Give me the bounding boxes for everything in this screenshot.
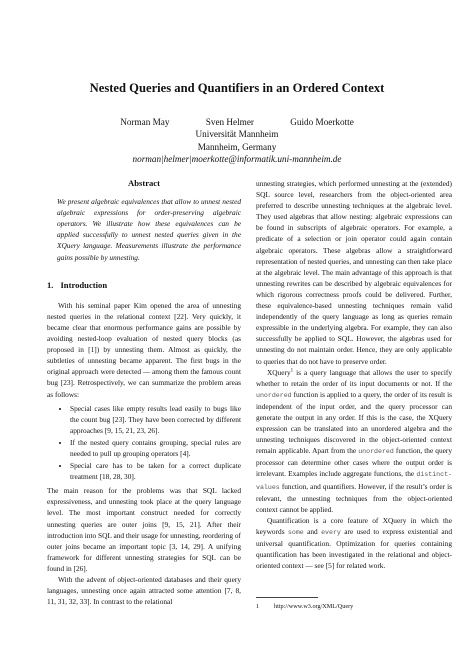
left-column — [47, 178, 241, 607]
footnote-number: 1 — [256, 603, 260, 610]
author-location: Mannheim, Germany — [197, 141, 277, 152]
abstract-heading: Abstract — [128, 178, 160, 188]
footnote-marker: 1 — [290, 368, 294, 374]
list-item: • If the nested query contains grouping, special rules are needed to pull up grouping operators [4]. — [70, 437, 241, 459]
author-name: Sven Helmer — [205, 117, 254, 127]
paper-title: Nested Queries and Quantifiers in an Ordered Context — [89, 81, 385, 95]
body-paragraph-2 — [256, 367, 452, 515]
right-column — [256, 178, 452, 571]
text-run: is a query language that allows the user to specify whether to retain the order of its input documents or not. If the — [256, 367, 452, 388]
code-unordered: unordered — [256, 391, 292, 399]
text-run: are used to express existential and universal quantification. Optimization for queries containing quantification has been investigated in the relational and object-oriented context — see [5] for related work. — [256, 526, 452, 571]
author-name: Norman May — [120, 117, 170, 127]
author-affiliation: Universität Mannheim — [195, 129, 279, 140]
text-run: XQuery — [267, 367, 291, 377]
intro-paragraph-1: With his seminal paper Kim opened the area of unnesting nested queries in the relational context [22]. Very quickly, it became clear that enormous performance gains are possible by avoiding nested-loop evaluation of nested query blocks (as proposed in [1]) by unnesting them. Almost as quickly, the subtleties of unnesting became apparent. The first bugs in the original approach were detected — among them the famous count bug [23]. Retrospectively, we can summarize the problem areas as follows: — [47, 300, 241, 399]
code-every: every — [321, 528, 341, 536]
footnote-rule — [256, 597, 318, 598]
code-some: some — [287, 528, 304, 536]
list-item: • Special care has to be taken for a correct duplicate treatment [18, 28, 30]. — [70, 460, 241, 482]
body-paragraph-1: unnesting strategies, which performed unnesting at the (extended) SQL source level, researchers from the object-oriented area preferred to describe unnesting techniques at the algebraic level. They used algebras that allow nesting: algebraic expressions can be found in subscripts of algebraic operators. For example, a predicate of a selection or join operator could again contain algebraic operators. These algebras allow a straightforward representation of nested queries, and unnesting can then take place at the algebraic level. The main advantage of this approach is that unnesting rewrites can be described by algebraic equivalences for which rigorous correctness proofs could be delivered. Further, these equivalence-based unnesting techniques remain valid independently of the query language as long as queries remain expressible in the underlying algebra. For example, they can also successfully be applied to SQL. However, the algebras used for unnesting do not maintain order. Hence, they are only applicable to queries that do not have to preserve order. — [256, 179, 452, 366]
text-run: and — [303, 526, 322, 536]
section-number: 1. — [47, 279, 54, 290]
author-block — [0, 116, 474, 165]
body-paragraph-3 — [256, 515, 452, 571]
list-item: • Special cases like empty results lead easily to bugs like the count bug [23]. They have been corrected by different approaches [9, 15, 21, 23, 26]. — [70, 403, 241, 436]
text-run: function, the query processor can determine other cases where the output order is irrelevant. Examples include aggregate functions, the — [256, 446, 452, 479]
footnote — [256, 597, 452, 611]
intro-paragraph-2: The main reason for the problems was that SQL lacked expressiveness, and unnesting took place at the query language level. The most important construct needed for correctly unnesting queries are outer joins [9, 15, 21]. After their introduction into SQL and their usage for unnesting, reordering of outer joins became an important topic [3, 14, 29]. A unifying framework for different unnesting strategies for SQL can be found in [26]. — [47, 486, 241, 573]
problem-list — [47, 403, 241, 483]
text-run: function, and quantifiers. However, if the result’s order is relevant, the unnesting techniques from the object-oriented context cannot be applied. — [256, 481, 452, 514]
section-heading-introduction — [47, 280, 241, 291]
abstract-text: We present algebraic equivalences that allow to unnest nested algebraic expressions for order-preserving algebraic operators. We illustrate how these equivalences can be applied successfully to unnest nested queries given in the XQuery language. Measurements illustrate the performance gains possible by unnesting. — [57, 197, 241, 262]
text-run: function is applied to a query, the order of its result is independent of the input order, and the query processor can generate the output in any order. If this is the case, the XQuery expression can be translated into an unordered algebra and the unnesting techniques discovered in the object-oriented context remain applicable. Apart from the — [256, 389, 452, 456]
text-run: Quantification is a core feature of XQuery in which the keywords — [256, 515, 452, 536]
footnote-url: http://www.w3.org/XML/Query — [274, 603, 354, 610]
intro-paragraph-3: With the advent of object-oriented databases and their query languages, unnesting once again attracted some attention [7, 8, 11, 31, 32, 33]. In contrast to the relational — [47, 575, 241, 607]
section-title: Introduction — [60, 279, 108, 290]
author-email: norman|helmer|moerkotte@informatik.uni-mannheim.de — [132, 153, 342, 164]
code-unordered: unordered — [358, 448, 394, 456]
author-names — [0, 116, 474, 128]
author-name: Guido Moerkotte — [290, 117, 354, 127]
code-distinct-values: distinct-values — [256, 471, 452, 491]
